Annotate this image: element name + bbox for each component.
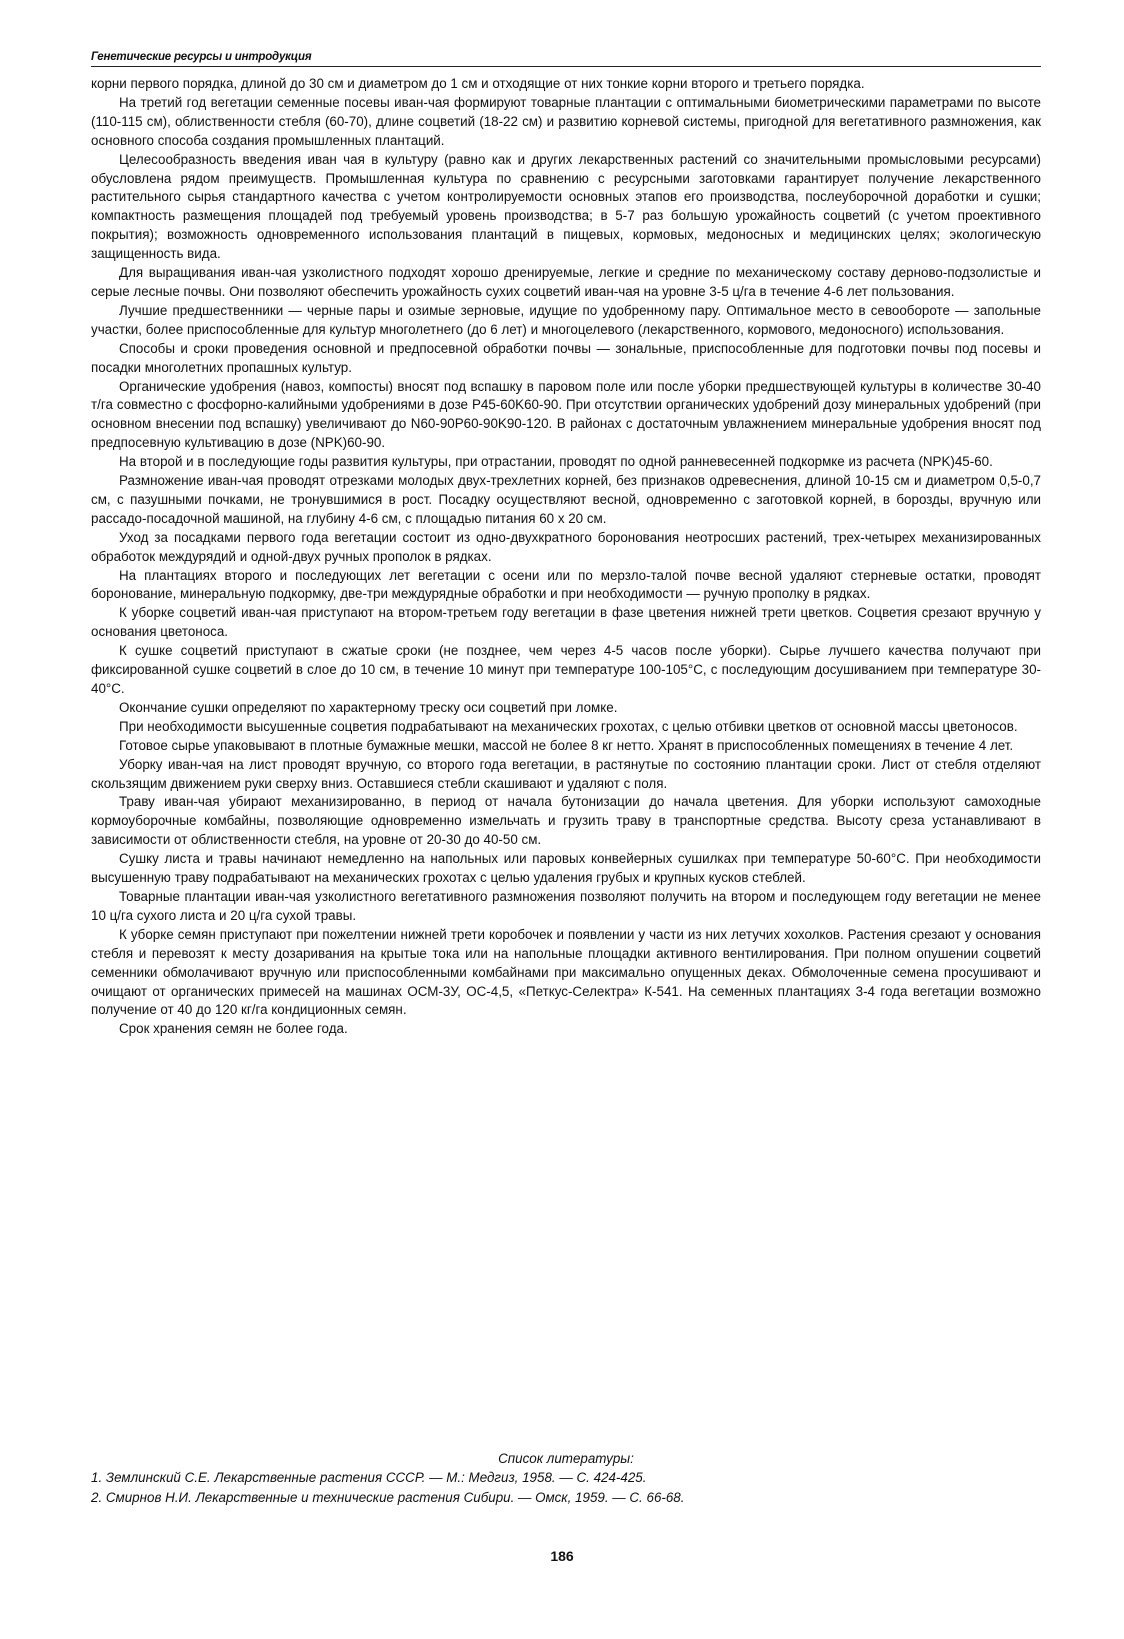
paragraph: К сушке соцветий приступают в сжатые сроки (не позднее, чем через 4-5 часов после уборки). Сырье лучшего качества получают при фиксированной сушке соцветий в слое до 10 см, в течение 10 минут при температуре 100-105°С, с последующим досушиванием при температуре 30-40°С. <box>91 643 1041 696</box>
paragraph: Размножение иван-чая проводят отрезками молодых двух-трехлетних корней, без признаков одревеснения, длиной 10-15 см и диаметром 0,5-0,7 см, с пазушными почками, не тронувшимися в рост. Посадку осуществляют весной, одновременно с заготовкой корней, в борозды, вручную или рассадо-посадочной машиной, на глубину 4-6 см, с площадью питания 60 х 20 см. <box>91 473 1041 526</box>
references-list <box>91 1468 1041 1507</box>
paragraph: Сушку листа и травы начинают немедленно на напольных или паровых конвейерных сушилках при температуре 50-60°С. При необходимости высушенную траву подрабатывают на механических грохотах с целью удаления грубых и крупных кусков стеблей. <box>91 851 1041 886</box>
paragraph: На второй и в последующие годы развития культуры, при отрастании, проводят по одной ранневесенней подкормке из расчета (NPK)45-60. <box>119 454 993 470</box>
paragraph: Уборку иван-чая на лист проводят вручную, со второго года вегетации, в растянутые по состоянию плантации сроки. Лист от стебля отделяют скользящим движением руки сверху вниз. Оставшиеся стебли скашивают и удаляют с поля. <box>91 756 1041 791</box>
paragraph: На третий год вегетации семенные посевы иван-чая формируют товарные плантации с оптимальными биометрическими параметрами по высоте (110-115 см), облиственности стебля (60-70), длине соцветий (18-22 см) и развитию корневой системы, пригодной для вегетативного размножения, как основного способа создания промышленных плантаций. <box>91 94 1041 148</box>
paragraph: При необходимости высушенные соцветия подрабатывают на механических грохотах, с целью отбивки цветков от основной массы цветоносов. <box>119 718 1018 734</box>
paragraph: Траву иван-чая убирают механизированно, в период от начала бутонизации до начала цветения. Для уборки используют самоходные кормоуборочные комбайны, позволяющие одновременно измельчать и грузить траву в транспортные средства. Высоту среза устанавливают в зависимости от облиственности стебля, на уровне от 20-30 до 40-50 см. <box>91 794 1041 848</box>
paragraph: Готовое сырье упаковывают в плотные бумажные мешки, массой не более 8 кг нетто. Хранят в приспособленных помещениях в течение 4 лет. <box>119 737 1014 753</box>
paragraph: Окончание сушки определяют по характерному треску оси соцветий при ломке. <box>119 699 618 715</box>
article-body <box>91 75 1041 1039</box>
references-title: Список литературы: <box>498 1451 634 1466</box>
paragraph: На плантациях второго и последующих лет вегетации с осени или по мерзло-талой почве весной удаляют стерневые остатки, проводят боронование, минеральную подкормку, две-три междурядные обработки и при необходимости — ручную прополку в рядках. <box>91 567 1041 602</box>
paragraph: Целесообразность введения иван чая в культуру (равно как и других лекарственных растений со значительными промысловыми ресурсами) обусловлена рядом преимуществ. Промышленная культура по сравнению с ресурсными заготовками гарантирует получение лекарственного растительного сырья стандартного качества с учетом контролируемости основных этапов его производства, послеуборочной доработки и сушки; компактность размещения площадей под требуемый уровень производства; в 5-7 раз большую урожайность соцветий (с учетом проективного покрытия); возможность одновременного использования плантаций в пищевых, кормовых, медоносных и медицинских целях; экологическую защищенность вида. <box>91 151 1041 262</box>
paragraph: корни первого порядка, длиной до 30 см и диаметром до 1 см и отходящие от них тонкие корни второго и третьего порядка. <box>91 76 865 91</box>
paragraph: Срок хранения семян не более года. <box>119 1021 348 1037</box>
paragraph: Лучшие предшественники — черные пары и озимые зерновые, идущие по удобренному пару. Оптимальное место в севообороте — запольные участки, более приспособленные для культур многолетнего (до 6 лет) и многоцелевого (лекарственного, кормового, медоносного) использования. <box>91 302 1041 337</box>
reference-item: 2. Смирнов Н.И. Лекарственные и технические растения Сибири. — Омск, 1959. — С. 66-68. <box>91 1489 685 1505</box>
page-number: 186 <box>550 1548 574 1564</box>
running-header: Генетические ресурсы и интродукция <box>91 50 1041 67</box>
paragraph: К уборке семян приступают при пожелтении нижней трети коробочек и появлении у части из них летучих хохолков. Растения срезают у основания стебля и перевозят к месту дозаривания на крытые тока или на напольные площадки активного вентилирования. При полном опушении соцветий семенники обмолачивают вручную или приспособленными комбайнами при максимально опущенных деках. Обмолоченные семена просушивают и очищают от органических примесей на машинах ОСМ-3У, ОС-4,5, «Петкус-Селектра» К-541. На семенных плантациях 3-4 года вегетации возможно получение от 40 до 120 кг/га кондиционных семян. <box>91 926 1041 1018</box>
reference-item: 1. Землинский С.Е. Лекарственные растения СССР. — М.: Медгиз, 1958. — С. 424-425. <box>91 1470 647 1485</box>
paragraph: К уборке соцветий иван-чая приступают на втором-третьем году вегетации в фазе цветения нижней трети цветков. Соцветия срезают вручную у основания цветоноса. <box>91 605 1041 640</box>
paragraph: Способы и сроки проведения основной и предпосевной обработки почвы — зональные, приспособленные для подготовки почвы под посевы и посадки многолетних пропашных культур. <box>91 340 1041 375</box>
paragraph: Органические удобрения (навоз, компосты) вносят под вспашку в паровом поле или после уборки предшествующей культуры в количестве 30-40 т/га совместно с фосфорно-калийными удобрениями в дозе P45-60K60-90. При отсутствии органических удобрений дозу минеральных удобрений (при основном внесении под вспашку) увеличивают до N60-90P60-90K90-120. В районах с достаточным увлажнением минеральные удобрения вносят под предпосевную культивацию в дозе (NPK)60-90. <box>91 378 1041 451</box>
paragraph: Товарные плантации иван-чая узколистного вегетативного размножения позволяют получить на втором и последующем году вегетации не менее 10 ц/га сухого листа и 20 ц/га сухой травы. <box>91 888 1041 923</box>
paragraph: Для выращивания иван-чая узколистного подходят хорошо дренируемые, легкие и средние по механическому составу дерново-подзолистые и серые лесные почвы. Они позволяют обеспечить урожайность сухих соцветий иван-чая на уровне 3-5 ц/га в течение 4-6 лет пользования. <box>91 265 1041 299</box>
paragraph: Уход за посадками первого года вегетации состоит из одно-двухкратного боронования неотросших растений, трех-четырех механизированных обработок междурядий и одной-двух ручных прополок в рядках. <box>91 529 1041 564</box>
